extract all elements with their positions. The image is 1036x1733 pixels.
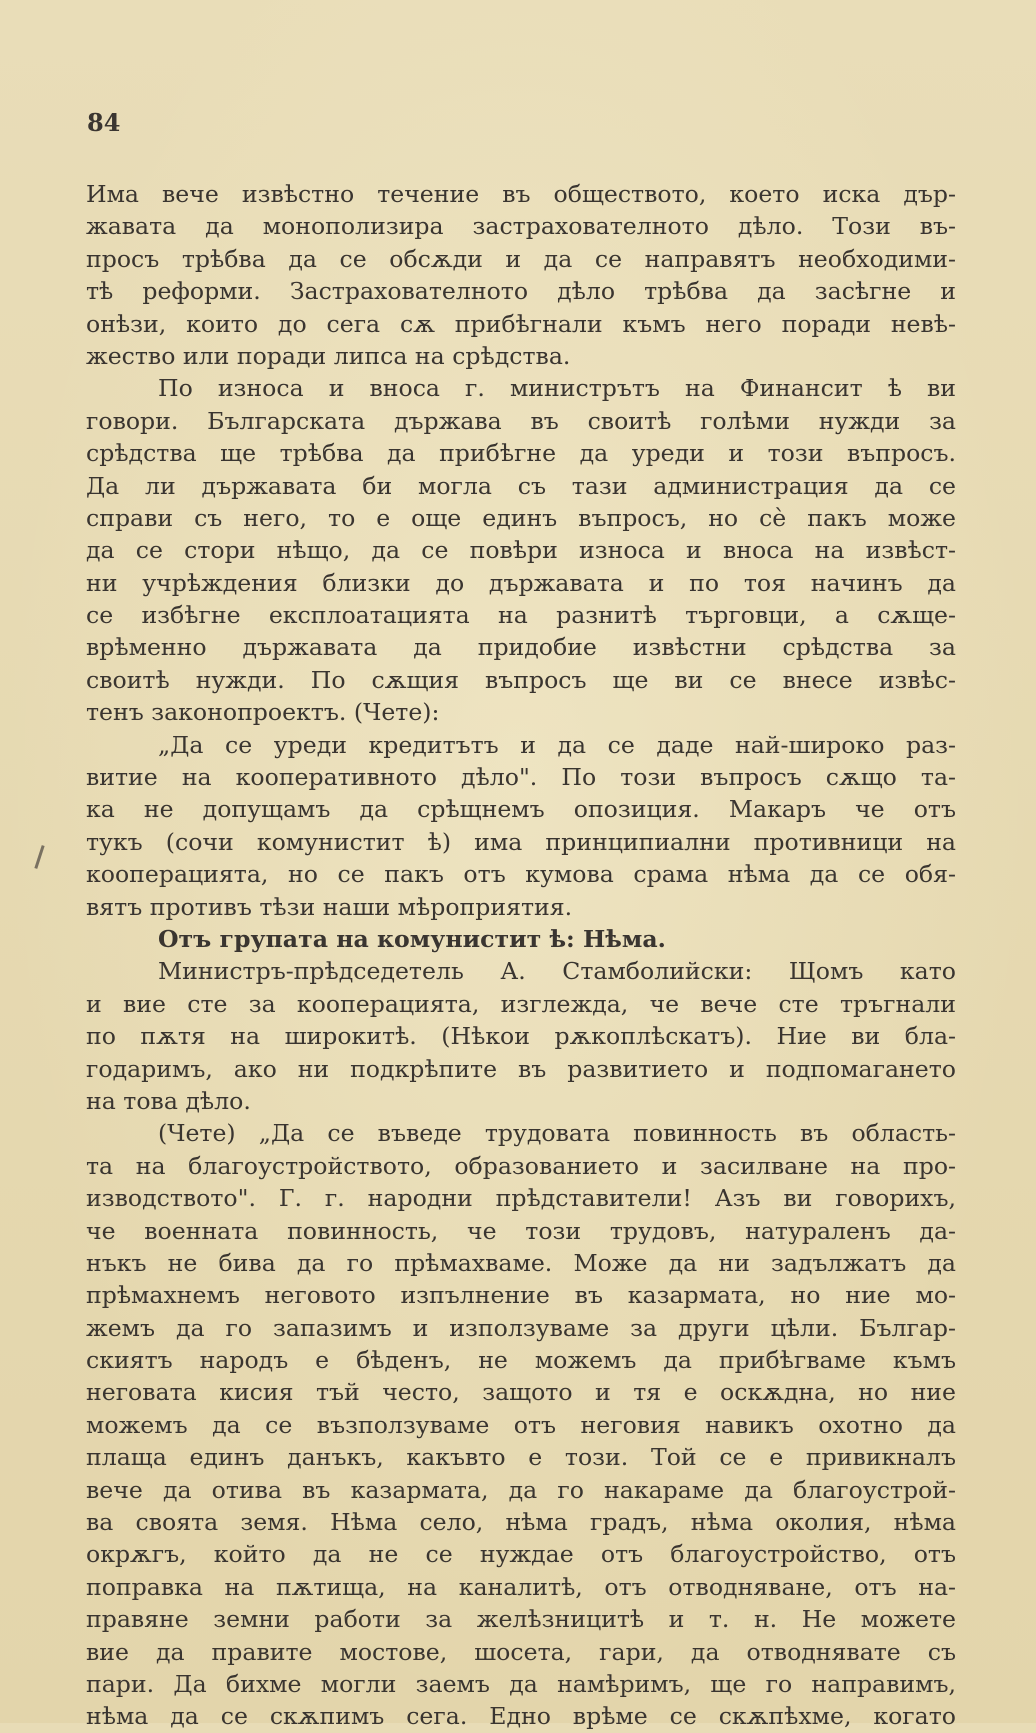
text-line: вятъ противъ тѣзи наши мѣроприятия. bbox=[86, 892, 573, 921]
text-line: неговата кисия тъй често, защото и тя е оскѫдна, но ние bbox=[86, 1378, 956, 1407]
text-line: тенъ законопроектъ. (Чете): bbox=[86, 698, 440, 727]
text-line: прѣмахнемъ неговото изпълнение въ казармата, но ние мо- bbox=[86, 1281, 956, 1310]
page-number: 84 bbox=[87, 108, 121, 137]
paragraph-start-line: „Да се уреди кредитътъ и да се даде най-широко раз- bbox=[158, 730, 956, 759]
text-line: вие да правите мостове, шосета, гари, да отводнявате съ bbox=[86, 1637, 956, 1666]
text-line: се избѣгне експлоатацията на разнитѣ търговци, а сѫще- bbox=[86, 601, 956, 630]
text-line: ка не допущамъ да срѣщнемъ опозиция. Макаръ че отъ bbox=[86, 795, 956, 824]
text-line: жество или поради липса на срѣдства. bbox=[86, 341, 571, 370]
text-line: справи съ него, то е още единъ въпросъ, но сѐ пакъ може bbox=[86, 503, 956, 532]
margin-pencil-mark bbox=[34, 845, 44, 869]
text-line: и вие сте за кооперацията, изглежда, че вече сте тръгнали bbox=[86, 989, 956, 1018]
text-line: говори. Българската държава въ своитѣ голѣми нужди за bbox=[86, 406, 956, 435]
text-line: витие на кооперативното дѣло". По този въпросъ сѫщо та- bbox=[86, 763, 956, 792]
text-line: да се стори нѣщо, да се повѣри износа и вноса на извѣст- bbox=[86, 536, 956, 565]
text-line: просъ трѣбва да се обсѫди и да се направятъ необходими- bbox=[86, 244, 956, 273]
body-text bbox=[86, 178, 956, 1733]
text-line: по пѫтя на широкитѣ. (Нѣкои рѫкоплѣскатъ). Ние ви бла- bbox=[86, 1022, 956, 1051]
speaker-line: Отъ групата на комунистит ѣ: Нѣма. bbox=[158, 924, 666, 953]
text-line: нъкъ не бива да го прѣмахваме. Може да ни задължатъ да bbox=[86, 1248, 956, 1277]
text-line: пари. Да бихме могли заемъ да намѣримъ, ще го направимъ, bbox=[86, 1669, 956, 1698]
speaker-line: Министръ-прѣдседетель А. Стамболийски: Щомъ като bbox=[158, 957, 956, 986]
text-line: Да ли държавата би могла съ тази администрация да се bbox=[86, 471, 956, 500]
text-line: скиятъ народъ е бѣденъ, не можемъ да прибѣгваме къмъ bbox=[86, 1346, 956, 1375]
text-line: ни учрѣждения близки до държавата и по тоя начинъ да bbox=[86, 568, 956, 597]
text-line: окрѫгъ, който да не се нуждае отъ благоустройство, отъ bbox=[86, 1540, 956, 1569]
text-line: нѣма да се скѫпимъ сега. Едно врѣме се скѫпѣхме, когато bbox=[86, 1702, 956, 1731]
text-line: поправка на пѫтища, на каналитѣ, отъ отводняване, отъ на- bbox=[86, 1572, 956, 1601]
text-line: тукъ (сочи комунистит ѣ) има принципиални противници на bbox=[86, 827, 956, 856]
text-line: вече да отива въ казармата, да го накараме да благоустрой- bbox=[86, 1475, 956, 1504]
text-line: ва своята земя. Нѣма село, нѣма градъ, нѣма околия, нѣма bbox=[86, 1508, 956, 1537]
text-line: можемъ да се възползуваме отъ неговия навикъ охотно да bbox=[86, 1410, 956, 1439]
paragraph-start-line: (Чете) „Да се въведе трудовата повинность въ область- bbox=[158, 1119, 956, 1148]
text-line: плаща единъ данъкъ, какъвто е този. Той се е привикналъ bbox=[86, 1443, 956, 1472]
text-line: онѣзи, които до сега сѫ прибѣгнали къмъ него поради невѣ- bbox=[86, 309, 956, 338]
paragraph-start-line: По износа и вноса г. министрътъ на Финансит ѣ ви bbox=[158, 374, 956, 403]
text-line: та на благоустройството, образованието и засилване на про- bbox=[86, 1151, 956, 1180]
text-line: врѣменно държавата да придобие извѣстни срѣдства за bbox=[86, 633, 956, 662]
text-line: изводството". Г. г. народни прѣдставители! Азъ ви говорихъ, bbox=[86, 1184, 956, 1213]
text-line: Има вече извѣстно течение въ обществото, което иска дър- bbox=[86, 180, 956, 208]
text-line: кооперацията, но се пакъ отъ кумова срама нѣма да се обя- bbox=[86, 860, 956, 889]
text-line: че военната повинность, че този трудовъ, натураленъ да- bbox=[86, 1216, 956, 1245]
text-line: тѣ реформи. Застрахователното дѣло трѣбва да засѣгне и bbox=[86, 277, 956, 306]
text-line: правяне земни работи за желѣзницитѣ и т. н. Не можете bbox=[86, 1605, 956, 1634]
text-line: жавата да монополизира застрахователното дѣло. Този въ- bbox=[86, 212, 956, 241]
text-line: на това дѣло. bbox=[86, 1086, 251, 1115]
text-line: своитѣ нужди. По сѫщия въпросъ ще ви се внесе извѣс- bbox=[86, 665, 956, 694]
text-line: жемъ да го запазимъ и използуваме за други цѣли. Българ- bbox=[86, 1313, 956, 1342]
text-line: годаримъ, ако ни подкрѣпите въ развитието и подпомагането bbox=[86, 1054, 956, 1083]
text-line: срѣдства ще трѣбва да прибѣгне да уреди и този въпросъ. bbox=[86, 439, 956, 468]
